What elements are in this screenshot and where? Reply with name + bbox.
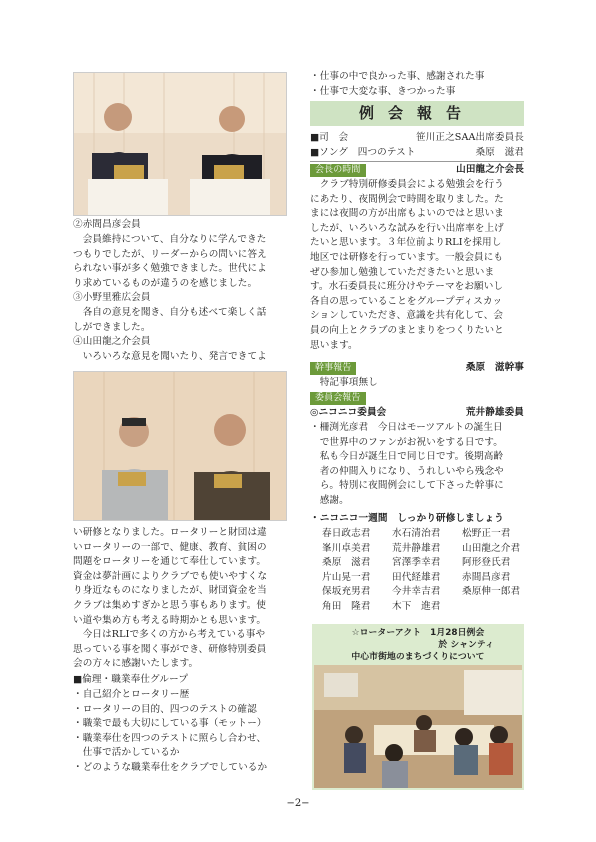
committee-tag: 委員会報告 xyxy=(310,392,366,405)
meeting-report-banner: 例会報告 xyxy=(310,101,524,126)
member-row: 春日政志君 水石清治君 松野正一君 xyxy=(322,528,511,539)
list-item: ・どのような職業奉仕をクラブでしているか xyxy=(73,761,268,773)
divider xyxy=(310,161,524,162)
list-item: 仕事で活かしているか xyxy=(73,747,180,759)
caption-yamada: ④山田龍之介会員 xyxy=(73,336,151,347)
photo-rotaract-meeting xyxy=(314,665,522,788)
paragraph-onozato: 各自の意見を聞き、自分も述べて楽しく話 しができました。 xyxy=(73,307,267,333)
secretary-tag: 幹事報告 xyxy=(310,362,356,375)
niconico-text: ・柵渕光彦君 今日はモーツアルトの誕生日 で世界中のファンがお祝いをする日です。 私も今日が誕生日で同じ日です。後期高齢 者の仲間入りになり、うれしいやら残念や ら。特別に夜間例会にして下さった幹事に 感謝。 xyxy=(310,422,504,506)
paragraph-akama: 会員維持について、自分なりに学んできた つもりでしたが、リーダーからの問いに答え られない事が多く勉強できました。世代によ り求めているものが違うのを感じました。 xyxy=(73,234,267,289)
list-item: ・ロータリーの目的、四つのテストの確認 xyxy=(73,703,257,715)
list-item: ・仕事で大変な事、きつかった事 xyxy=(310,85,456,97)
member-list xyxy=(322,527,526,615)
secretary-text: 特記事項無し xyxy=(310,377,378,388)
committee-heading xyxy=(310,391,366,406)
paragraph-yamada-continued: い研修となりました。ロータリーと財団は違 いロータリーの一部で、健康、教育、貧困の 問題をロータリーを通じて奉仕しています。 資金は夢計画によりクラブでも使いやすくな り身近なものになりましたが、財団資金を当 クラブは集めすぎかと思う事もあります。使 い道や集め方も考える時期かとも思います。 今日はRLIで多くの方から考えている事や 思っている事を聞く事ができ、研修特別委員 会の方々に感謝いたします。 xyxy=(73,527,268,670)
list-item: ・自己紹介とロータリー歴 xyxy=(73,689,190,700)
song-line: ■ソング 四つのテスト 桑原 滋君 xyxy=(310,147,524,158)
list-item: ・職業奉仕を四つのテストに照らし合わせ、 xyxy=(73,732,267,744)
caption-akama: ②赤間昌彦会員 xyxy=(73,219,141,230)
niconico-week-title: ・ニコニコ一週間 しっかり研修しましょう xyxy=(310,513,504,524)
member-row: 保坂充男君 今井幸吉君 桑原伸一郎君 xyxy=(322,586,521,598)
member-row: 峯川卓美君 荒井静雄君 山田龍之介君 xyxy=(322,542,521,554)
top-items xyxy=(310,70,485,99)
paragraph-yamada-start: いろいろな意見を聞いたり、発言できてよ xyxy=(73,351,267,362)
president-text: クラブ特別研修委員会による勉強会を行う にあたり、夜間例会で時間を取りました。た まには夜間の方が出席もよいのではと思いま したが、いろいろな試みを行い出席率を上げ たいと思います。３年位前よりRLIを採用し 地区では研修を行っています。一般会員にも ぜひ参加し勉強していただきたいと思いま す。水石委員長に班分けやテーマをお願いし 各自の思っていることをグループディスカッ ションしていただき、意識を共有化して、会 員の向上とクラブのまとまりをつくりたいと 思います。 xyxy=(310,179,504,351)
list-item: ・職業で最も大切にしている事（モットー） xyxy=(73,718,267,730)
president-heading: 会長の時間 山田龍之介会長 xyxy=(310,163,524,178)
photo-two-speakers-microphone xyxy=(73,371,287,521)
president-tag: 会長の時間 xyxy=(310,164,366,177)
group-title-ethics: ■倫理・職業奉仕グループ xyxy=(73,674,189,685)
member-row: 角田 隆君 木下 進君 xyxy=(322,600,441,612)
rotaract-venue: 於 シャンティ xyxy=(438,640,494,650)
rotaract-box xyxy=(312,624,524,790)
rotaract-title: ☆ローターアクト 1月28日例会 xyxy=(351,628,485,638)
secretary-heading: 幹事報告 桑原 滋幹事 xyxy=(310,361,524,376)
list-item: ・仕事の中で良かった事、感謝された事 xyxy=(310,71,485,82)
photo-two-speakers-podium xyxy=(73,72,287,216)
group-items-ethics xyxy=(73,688,267,776)
rotaract-topic: 中心市街地のまちづくりについて xyxy=(351,652,485,662)
member-row: 桑原 滋君 宮澤季幸君 阿形登氏君 xyxy=(322,557,511,569)
emcee-line: ■司 会 笹川正之SAA出席委員長 xyxy=(310,132,524,143)
member-row: 片山晃一君 田代経雄君 赤間昌彦君 xyxy=(322,571,511,583)
caption-onozato: ③小野里雅広会員 xyxy=(73,292,151,303)
page-number: −2− xyxy=(286,798,310,809)
niconico-heading: ◎ニコニコ委員会 荒井静雄委員 xyxy=(310,407,524,418)
